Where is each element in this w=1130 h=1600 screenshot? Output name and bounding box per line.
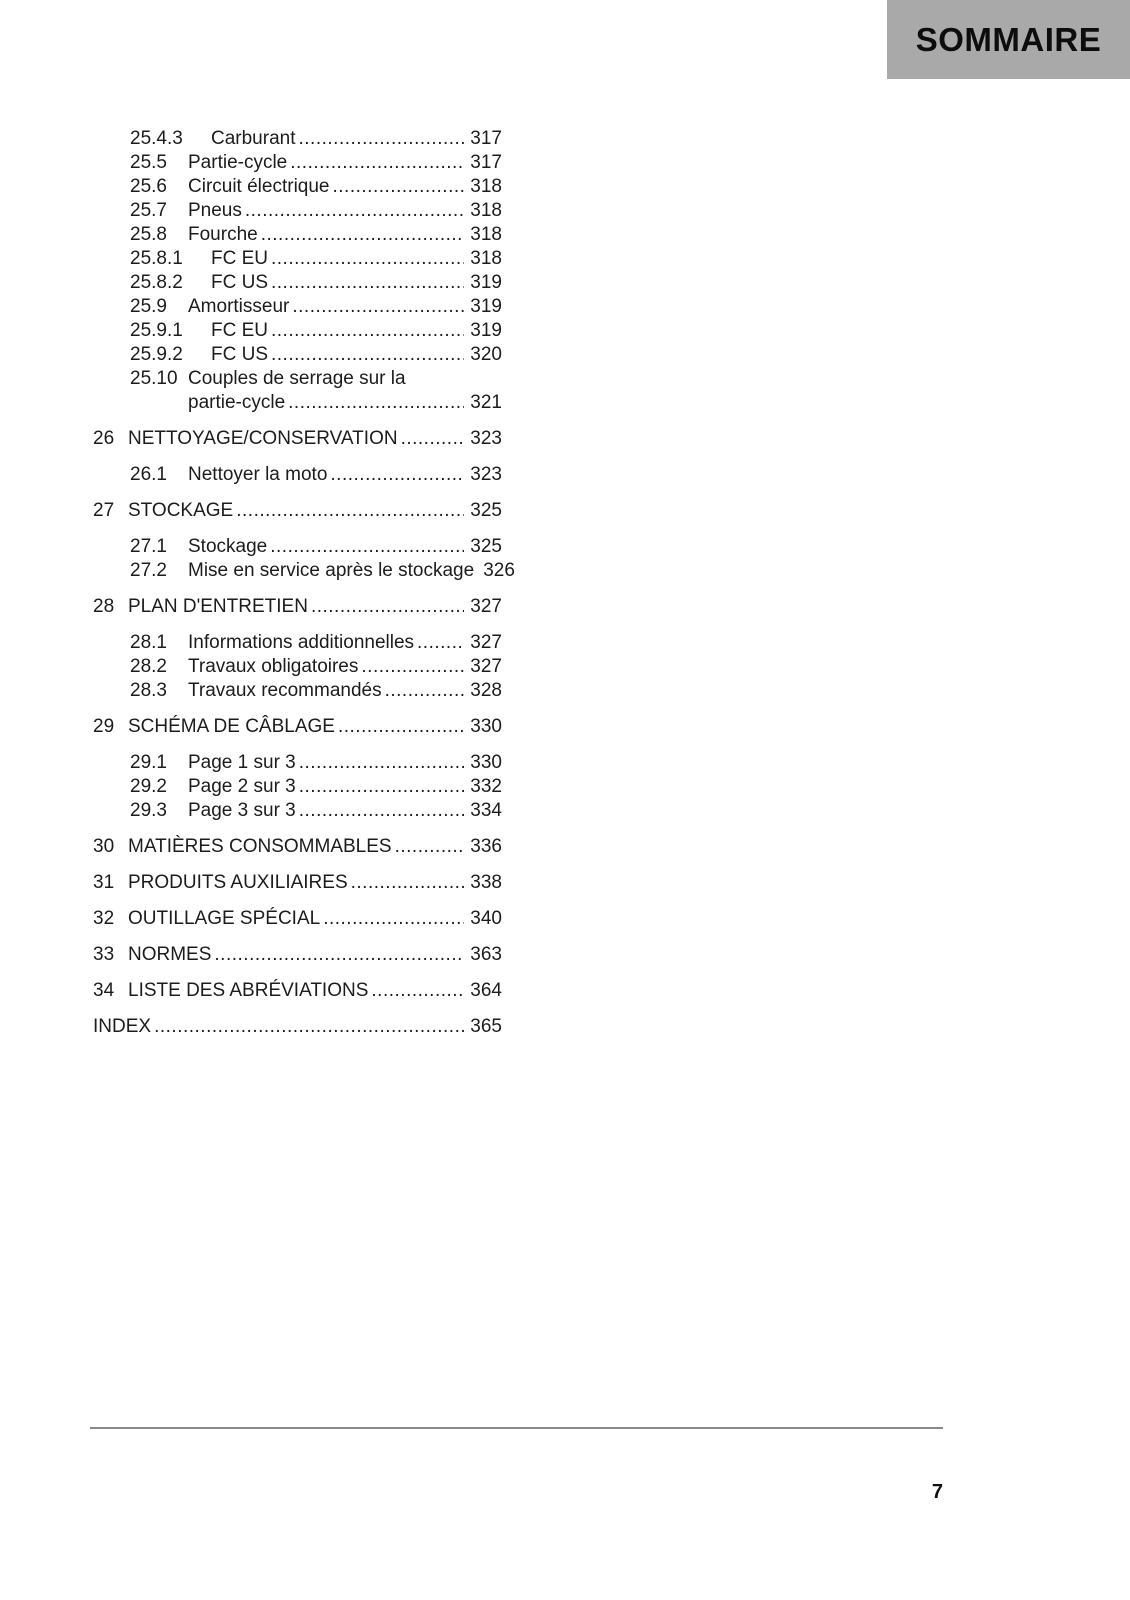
toc-entry-line xyxy=(128,979,502,1003)
toc-entry-number: 28 xyxy=(93,596,115,617)
toc-entry-title: Circuit électrique xyxy=(188,176,330,197)
toc-entry-content xyxy=(188,751,502,775)
toc-entry xyxy=(93,751,502,775)
toc-entry-title: Partie-cycle xyxy=(188,152,288,173)
toc-entry-page: 340 xyxy=(470,908,502,929)
sommaire-header-banner xyxy=(887,0,1130,79)
toc-entry xyxy=(93,943,502,967)
toc-entry xyxy=(93,715,502,739)
toc-entry-page: 320 xyxy=(470,344,502,365)
toc-entry-title: LISTE DES ABRÉVIATIONS xyxy=(128,980,369,1001)
toc-entry xyxy=(93,835,502,859)
toc-entry-title: Page 3 sur 3 xyxy=(188,800,296,821)
dot-leader xyxy=(333,175,465,199)
toc-entry-title: STOCKAGE xyxy=(128,500,234,521)
toc-entry-content xyxy=(128,715,502,739)
toc-entry-content xyxy=(188,631,502,655)
toc-entry-line xyxy=(188,631,502,655)
toc-entry-line xyxy=(211,343,502,367)
toc-entry-line xyxy=(188,199,502,223)
toc-entry-line xyxy=(188,223,502,247)
toc-entry-number: 31 xyxy=(93,872,115,893)
toc-entry-number: 27 xyxy=(93,500,115,521)
toc-entry-content xyxy=(211,319,502,343)
toc-entry-content xyxy=(188,655,502,679)
dot-leader xyxy=(330,463,464,487)
toc-entry-number: 29.3 xyxy=(130,800,167,821)
toc-entry-page: 317 xyxy=(470,152,502,173)
dot-leader xyxy=(323,907,464,931)
dot-leader xyxy=(288,391,464,415)
toc-entry-page: 323 xyxy=(470,428,502,449)
toc-entry-title: Nettoyer la moto xyxy=(188,464,328,485)
toc-entry xyxy=(93,799,502,823)
toc-entry-title: Informations additionnelles xyxy=(188,632,415,653)
dot-leader xyxy=(385,679,465,703)
toc-entry-line xyxy=(211,247,502,271)
toc-entry xyxy=(93,223,502,247)
toc-entry-number: 27.1 xyxy=(130,536,167,557)
toc-entry-title: FC US xyxy=(211,344,268,365)
toc-entry-content xyxy=(188,679,502,703)
toc-entry-line xyxy=(211,127,502,151)
toc-entry-page: 327 xyxy=(470,632,502,653)
dot-leader xyxy=(361,655,464,679)
dot-leader xyxy=(299,799,465,823)
toc-entry xyxy=(93,271,502,295)
toc-entry-content xyxy=(211,271,502,295)
dot-leader xyxy=(236,499,464,523)
toc-entry-title: FC US xyxy=(211,272,268,293)
toc-entry-content xyxy=(188,775,502,799)
toc-entry-content xyxy=(128,979,502,1003)
toc-entry-page: 327 xyxy=(470,596,502,617)
toc-entry-number: 26 xyxy=(93,428,115,449)
toc-entry-content xyxy=(188,151,502,175)
toc-entry-content xyxy=(188,367,502,415)
toc-entry-page: 318 xyxy=(470,176,502,197)
dot-leader xyxy=(214,943,464,967)
toc-entry xyxy=(93,775,502,799)
toc-entry-title: OUTILLAGE SPÉCIAL xyxy=(128,908,321,929)
toc-entry-line xyxy=(188,679,502,703)
toc-entry-page: 323 xyxy=(470,464,502,485)
toc-entry-line xyxy=(188,463,502,487)
toc-entry-line xyxy=(128,871,502,895)
toc-entry-number: 28.1 xyxy=(130,632,167,653)
toc-entry-title: Amortisseur xyxy=(188,296,290,317)
toc-entry-page: 336 xyxy=(470,836,502,857)
toc-entry-number: 25.7 xyxy=(130,200,167,221)
toc-entry-content xyxy=(128,595,502,619)
toc-entry-number: 25.6 xyxy=(130,176,167,197)
toc-entry xyxy=(93,319,502,343)
toc-entry-line xyxy=(188,367,502,391)
toc-entry xyxy=(93,247,502,271)
toc-entry-page: 328 xyxy=(470,680,502,701)
toc-entry-number: 25.10 xyxy=(130,368,178,389)
dot-leader xyxy=(245,199,464,223)
table-of-contents xyxy=(93,127,515,1051)
toc-entry xyxy=(93,427,502,451)
page-title: SOMMAIRE xyxy=(915,20,1102,58)
toc-entry-title: INDEX xyxy=(93,1016,152,1037)
toc-entry xyxy=(93,631,502,655)
toc-entry-content xyxy=(211,343,502,367)
toc-entry-line xyxy=(128,907,502,931)
toc-entry-content xyxy=(93,1015,502,1039)
toc-entry-content xyxy=(188,223,502,247)
toc-entry-page: 338 xyxy=(470,872,502,893)
toc-entry xyxy=(93,655,502,679)
toc-entry-number: 25.9 xyxy=(130,296,167,317)
toc-entry xyxy=(93,499,502,523)
toc-entry xyxy=(93,151,502,175)
toc-entry-line xyxy=(128,835,502,859)
toc-entry-number: 29 xyxy=(93,716,115,737)
toc-entry-title: Travaux recommandés xyxy=(188,680,382,701)
toc-entry-content xyxy=(128,499,502,523)
toc-entry-page: 327 xyxy=(470,656,502,677)
toc-entry-page: 326 xyxy=(483,560,515,581)
toc-entry-page: 365 xyxy=(470,1016,502,1037)
toc-entry-number: 29.2 xyxy=(130,776,167,797)
toc-entry-title: MATIÈRES CONSOMMABLES xyxy=(128,836,392,857)
toc-entry xyxy=(93,535,502,559)
toc-entry-number: 25.4.3 xyxy=(130,128,183,149)
dot-leader xyxy=(311,595,464,619)
toc-entry-line xyxy=(188,655,502,679)
toc-entry-number: 34 xyxy=(93,980,115,1001)
toc-entry-page: 330 xyxy=(470,752,502,773)
toc-entry-line xyxy=(211,319,502,343)
toc-entry-number: 30 xyxy=(93,836,115,857)
toc-entry-line xyxy=(188,295,502,319)
toc-entry xyxy=(93,295,502,319)
dot-leader xyxy=(271,247,464,271)
toc-entry-line xyxy=(188,751,502,775)
toc-entry-content xyxy=(188,559,515,583)
toc-entry-number: 29.1 xyxy=(130,752,167,773)
toc-entry xyxy=(93,367,502,415)
toc-entry-title: Travaux obligatoires xyxy=(188,656,359,677)
toc-entry-line xyxy=(188,391,502,415)
toc-entry-title: FC EU xyxy=(211,248,268,269)
toc-entry-line xyxy=(188,559,515,583)
toc-entry-title: Mise en service après le stockage xyxy=(188,560,475,581)
toc-entry-page: 364 xyxy=(470,980,502,1001)
toc-entry-page: 318 xyxy=(470,224,502,245)
toc-entry-title: Stockage xyxy=(188,536,268,557)
toc-entry xyxy=(93,343,502,367)
toc-entry-line xyxy=(188,151,502,175)
toc-entry-number: 25.5 xyxy=(130,152,167,173)
toc-entry-page: 330 xyxy=(470,716,502,737)
toc-entry-line xyxy=(188,799,502,823)
toc-entry-number: 25.8.1 xyxy=(130,248,183,269)
toc-entry-line xyxy=(128,595,502,619)
toc-entry-line xyxy=(128,427,502,451)
dot-leader xyxy=(338,715,464,739)
toc-entry-title: FC EU xyxy=(211,320,268,341)
toc-entry xyxy=(93,175,502,199)
toc-entry-content xyxy=(188,175,502,199)
toc-entry-number: 28.2 xyxy=(130,656,167,677)
toc-entry-content xyxy=(188,535,502,559)
toc-entry-content xyxy=(188,799,502,823)
toc-entry-content xyxy=(128,835,502,859)
toc-entry-line xyxy=(188,175,502,199)
toc-entry xyxy=(93,679,502,703)
toc-entry-page: 334 xyxy=(470,800,502,821)
toc-entry-page: 321 xyxy=(470,392,502,413)
toc-entry-page: 318 xyxy=(470,200,502,221)
toc-entry-title: Fourche xyxy=(188,224,258,245)
toc-entry-number: 25.9.1 xyxy=(130,320,183,341)
toc-entry-number: 33 xyxy=(93,944,115,965)
toc-entry xyxy=(93,871,502,895)
dot-leader xyxy=(417,631,464,655)
toc-entry-page: 319 xyxy=(470,320,502,341)
toc-entry-title: Couples de serrage sur la xyxy=(188,368,406,389)
page-number: 7 xyxy=(931,1481,943,1503)
toc-entry-title: PLAN D'ENTRETIEN xyxy=(128,596,308,617)
toc-entry xyxy=(93,979,502,1003)
dot-leader xyxy=(292,295,464,319)
toc-entry-title: NORMES xyxy=(128,944,212,965)
toc-entry-number: 25.8 xyxy=(130,224,167,245)
toc-entry-number: 27.2 xyxy=(130,560,167,581)
toc-entry-content xyxy=(128,427,502,451)
toc-entry-line xyxy=(128,715,502,739)
toc-entry-content xyxy=(211,127,502,151)
toc-entry-title: NETTOYAGE/CONSERVATION xyxy=(128,428,398,449)
dot-leader xyxy=(290,151,464,175)
dot-leader xyxy=(395,835,465,859)
toc-entry-title: Pneus xyxy=(188,200,242,221)
toc-entry-content xyxy=(128,871,502,895)
toc-entry-title-line2: partie-cycle xyxy=(188,392,286,413)
toc-entry-line xyxy=(128,943,502,967)
dot-leader xyxy=(271,319,464,343)
toc-entry-page: 363 xyxy=(470,944,502,965)
toc-entry-title: Page 2 sur 3 xyxy=(188,776,296,797)
dot-leader xyxy=(401,427,465,451)
toc-entry-line xyxy=(93,1015,502,1039)
dot-leader xyxy=(299,751,465,775)
toc-entry-content xyxy=(188,295,502,319)
dot-leader xyxy=(270,535,464,559)
toc-entry-line xyxy=(211,271,502,295)
toc-entry-title: SCHÉMA DE CÂBLAGE xyxy=(128,716,335,737)
dot-leader xyxy=(351,871,465,895)
toc-entry xyxy=(93,1015,502,1039)
toc-entry-content xyxy=(188,199,502,223)
toc-entry xyxy=(93,907,502,931)
toc-entry-content xyxy=(211,247,502,271)
toc-entry-page: 332 xyxy=(470,776,502,797)
toc-entry-page: 325 xyxy=(470,536,502,557)
toc-entry-number: 25.8.2 xyxy=(130,272,183,293)
dot-leader xyxy=(299,127,465,151)
toc-entry-page: 325 xyxy=(470,500,502,521)
dot-leader xyxy=(271,343,464,367)
toc-entry-title: Carburant xyxy=(211,128,296,149)
toc-entry xyxy=(93,595,502,619)
toc-entry-line xyxy=(188,535,502,559)
toc-entry-number: 25.9.2 xyxy=(130,344,183,365)
toc-entry-title: PRODUITS AUXILIAIRES xyxy=(128,872,348,893)
toc-entry-page: 319 xyxy=(470,272,502,293)
dot-leader xyxy=(371,979,464,1003)
footer-divider xyxy=(90,1427,943,1429)
toc-entry xyxy=(93,199,502,223)
dot-leader xyxy=(299,775,465,799)
toc-entry-line xyxy=(128,499,502,523)
toc-entry-page: 318 xyxy=(470,248,502,269)
toc-entry-page: 317 xyxy=(470,128,502,149)
toc-entry-line xyxy=(188,775,502,799)
toc-entry-number: 26.1 xyxy=(130,464,167,485)
dot-leader xyxy=(271,271,464,295)
dot-leader xyxy=(154,1015,464,1039)
toc-entry-title: Page 1 sur 3 xyxy=(188,752,296,773)
dot-leader xyxy=(261,223,465,247)
toc-entry-number: 28.3 xyxy=(130,680,167,701)
toc-entry-content xyxy=(188,463,502,487)
toc-entry-content xyxy=(128,943,502,967)
toc-entry-content xyxy=(128,907,502,931)
toc-entry-number: 32 xyxy=(93,908,115,929)
toc-entry xyxy=(93,559,515,583)
toc-entry xyxy=(93,463,502,487)
toc-entry-page: 319 xyxy=(470,296,502,317)
toc-entry xyxy=(93,127,502,151)
